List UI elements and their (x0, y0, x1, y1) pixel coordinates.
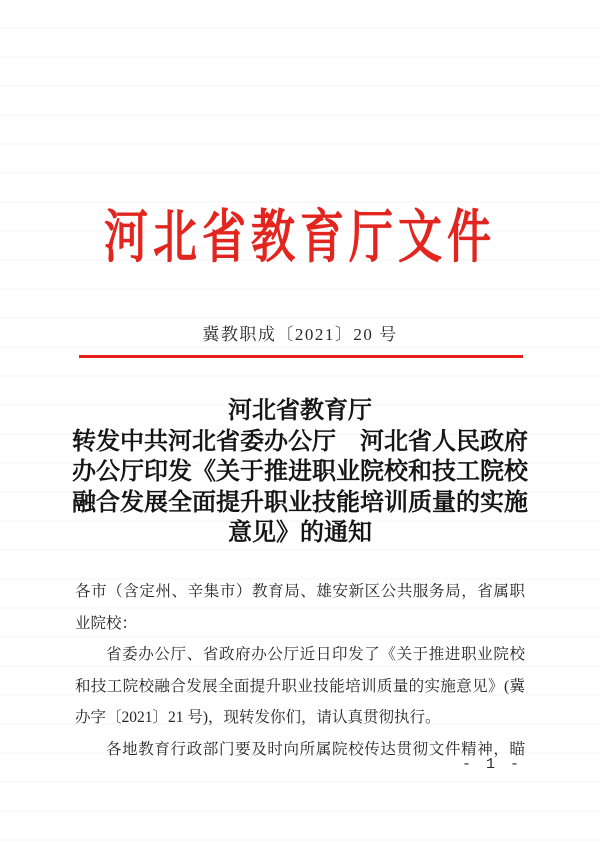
title-line-5: 意见》的通知 (228, 520, 372, 546)
title-line-3: 办公厅印发《关于推进职业院校和技工院校 (72, 459, 528, 485)
title-line-1: 河北省教育厅 (228, 398, 372, 424)
body-line-recipients-2: 业院校： (75, 614, 138, 632)
body-line-recipients: 各市（含定州、辛集市）教育局、雄安新区公共服务局，省属职 (75, 583, 525, 600)
red-header-banner: 河北省教育厅文件 (104, 205, 496, 270)
title-line-2: 转发中共河北省委办公厅 河北省人民政府 (72, 428, 528, 455)
document-title (30, 396, 570, 549)
title-line-4: 融合发展全面提升职业技能培训质量的实施 (72, 489, 528, 516)
body-line-para1-2: 和技工院校融合发展全面提升职业技能培训质量的实施意见》(冀 (75, 677, 525, 695)
document-body (75, 576, 525, 765)
page-number: - 1 - (461, 756, 522, 773)
document-number: 冀教职成〔2021〕20 号 (202, 325, 398, 344)
red-divider-line (79, 355, 523, 358)
body-line-para2-1: 各地教育行政部门要及时向所属院校传达贯彻文件精神，瞄 (106, 740, 525, 758)
body-line-para1-1: 省委办公厅、省政府办公厅近日印发了《关于推进职业院校 (106, 646, 525, 663)
body-line-para1-3: 办字〔2021〕21 号)，现转发你们，请认真贯彻执行。 (75, 709, 441, 726)
